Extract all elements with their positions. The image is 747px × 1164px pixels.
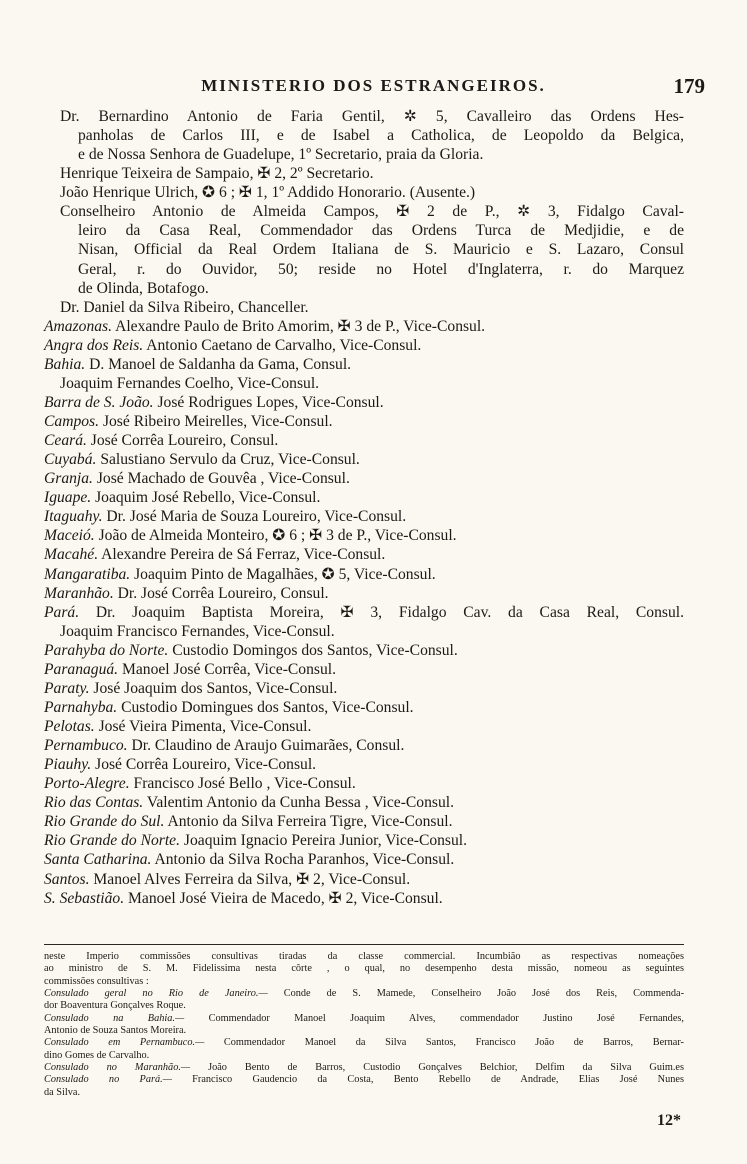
footnote-line bbox=[44, 1062, 684, 1074]
entry-line bbox=[44, 717, 684, 736]
entry-line-label: Mangaratiba. bbox=[44, 565, 131, 583]
entry-line-text: Dr. Daniel da Silva Ribeiro, Chanceller. bbox=[60, 298, 309, 316]
entry-line bbox=[44, 336, 684, 355]
entry-line-text: Joaquim Francisco Fernandes, Vice-Consul. bbox=[60, 622, 335, 640]
entry-line bbox=[44, 793, 684, 812]
entry-line-label: Parnahyba. bbox=[44, 698, 118, 716]
entry-line-text: Alexandre Paulo de Brito Amorim, ✠ 3 de P., Vice-Consul. bbox=[115, 317, 486, 335]
entry-line bbox=[44, 831, 684, 850]
entry-line bbox=[44, 393, 684, 412]
entry-line-label: Parahyba do Norte. bbox=[44, 641, 169, 659]
entry-line bbox=[44, 850, 684, 869]
footnote-line bbox=[44, 1037, 684, 1049]
entry-line-label: Iguape. bbox=[44, 489, 92, 507]
entry-line bbox=[44, 412, 684, 431]
entry-line-text: e de Nossa Senhora de Guadelupe, 1º Secretario, praia da Gloria. bbox=[78, 146, 484, 164]
entry-line-text: Conselheiro Antonio de Almeida Campos, ✠ 2 de P., ✲ 3, Fidalgo Caval- bbox=[60, 203, 684, 221]
page-header bbox=[40, 76, 707, 100]
entry-line-text: de Olinda, Botafogo. bbox=[78, 279, 209, 297]
entry-line-text: José Machado de Gouvêa , Vice-Consul. bbox=[96, 470, 350, 488]
entry-line-label: Pará. bbox=[44, 603, 80, 621]
entry-line-label: Maceió. bbox=[44, 527, 95, 545]
entry-line-text: José Corrêa Loureiro, Consul. bbox=[90, 432, 279, 450]
entry-line-label: Paraty. bbox=[44, 679, 90, 697]
entry-line bbox=[44, 126, 684, 145]
entry-line bbox=[44, 488, 684, 507]
footnote-line-text: neste Imperio commissões consultivas tiradas da classe commercial. Incumbião as respectivas nomeações bbox=[44, 951, 684, 962]
entry-line bbox=[44, 698, 684, 717]
entry-line bbox=[44, 584, 684, 603]
entry-line-text: Joaquim Fernandes Coelho, Vice-Consul. bbox=[60, 374, 320, 392]
entry-line bbox=[44, 374, 684, 393]
entry-line-label: Paranaguá. bbox=[44, 660, 119, 678]
entry-line-text: José Joaquim dos Santos, Vice-Consul. bbox=[93, 679, 338, 697]
entry-line-text: Geral, r. do Ouvidor, 50; reside no Hotel d'Inglaterra, r. do Marquez bbox=[78, 260, 684, 278]
footnote-line bbox=[44, 1025, 684, 1037]
entry-line-label: Santos. bbox=[44, 870, 90, 888]
entry-line-text: Manoel Alves Ferreira da Silva, ✠ 2, Vice-Consul. bbox=[93, 870, 411, 888]
entry-line bbox=[44, 603, 684, 622]
entry-line-label: Cuyabá. bbox=[44, 451, 97, 469]
entry-line bbox=[44, 889, 684, 908]
entry-line-text: Dr. Bernardino Antonio de Faria Gentil, ✲ 5, Cavalleiro das Ordens Hes- bbox=[60, 108, 684, 125]
footnote-line-text: João Bento de Barros, Custodio Gonçalves Belchior, Delfim da Silva Guim.es bbox=[208, 1062, 684, 1074]
entry-line bbox=[44, 469, 684, 488]
footnote-line-text: Commendador Manoel da Silva Santos, Francisco João de Barros, Bernar- bbox=[223, 1037, 684, 1049]
entry-line-label: Rio das Contas. bbox=[44, 794, 144, 812]
footnote-line-text: commissões consultivas : bbox=[44, 975, 149, 987]
entry-line-label: Rio Grande do Norte. bbox=[44, 832, 181, 850]
entry-line bbox=[44, 565, 684, 584]
entry-line bbox=[44, 183, 684, 202]
footnote-line bbox=[44, 1000, 684, 1012]
footnote-line-label: Consulado no Maranhão.— bbox=[44, 1062, 191, 1074]
footnote-line bbox=[44, 988, 684, 1000]
entry-line-text: Salustiano Servulo da Cruz, Vice-Consul. bbox=[100, 451, 360, 469]
footnote-line bbox=[44, 1087, 684, 1099]
entry-line bbox=[44, 107, 684, 126]
footnote-line-label: Consulado no Pará.— bbox=[44, 1074, 172, 1086]
footnote-line bbox=[44, 1050, 684, 1062]
footnote-line-text: Francisco Gaudencio da Costa, Bento Rebello de Andrade, Elias José Nunes bbox=[192, 1074, 684, 1086]
entry-line bbox=[44, 145, 684, 164]
entry-line-label: Barra de S. João. bbox=[44, 393, 154, 411]
entry-line-text: Alexandre Pereira de Sá Ferraz, Vice-Consul. bbox=[101, 546, 386, 564]
entry-line bbox=[44, 279, 684, 298]
entry-line bbox=[44, 298, 684, 317]
entry-line-label: Angra dos Reis. bbox=[44, 336, 144, 354]
entry-line-text: Antonio da Silva Rocha Paranhos, Vice-Consul. bbox=[154, 851, 455, 869]
page-number: 179 bbox=[673, 74, 705, 98]
entry-line-label: Pelotas. bbox=[44, 718, 95, 735]
entry-line-label: Itaguahy. bbox=[44, 508, 103, 526]
footnote-line-label: Consulado geral no Rio de Janeiro.— bbox=[44, 988, 268, 1000]
entry-line-label: Pernambuco. bbox=[44, 737, 128, 755]
entry-line-text: leiro da Casa Real, Commendador das Ordens Turca de Medjidie, e de bbox=[78, 222, 684, 240]
entry-line-text: Antonio Caetano de Carvalho, Vice-Consul. bbox=[146, 336, 422, 354]
entry-line bbox=[44, 260, 684, 279]
entry-line-text: José Rodrigues Lopes, Vice-Consul. bbox=[157, 393, 384, 411]
entry-line bbox=[44, 736, 684, 755]
footnote-line-label: Consulado na Bahia.— bbox=[44, 1012, 185, 1024]
footnote-line bbox=[44, 951, 684, 963]
entry-line-text: Dr. Claudino de Araujo Guimarães, Consul. bbox=[131, 737, 405, 755]
footnote-line bbox=[44, 1074, 684, 1086]
entry-line-label: Santa Catharina. bbox=[44, 851, 152, 869]
entry-line-text: João de Almeida Monteiro, ✪ 6 ; ✠ 3 de P., Vice-Consul. bbox=[98, 527, 457, 545]
entry-line bbox=[44, 755, 684, 774]
footnote-line-text: Commendador Manoel Joaquim Alves, commendador Justino José Fernandes, bbox=[208, 1012, 684, 1024]
footnote-rule bbox=[44, 944, 684, 945]
footnote-line-text: ao ministro de S. M. Fidelissima nesta côrte , o qual, no desempenho desta missão, nomeou as seguintes bbox=[44, 963, 684, 975]
entry-line bbox=[44, 622, 684, 641]
entry-line-text: D. Manoel de Saldanha da Gama, Consul. bbox=[89, 355, 352, 373]
entry-line-label: Bahia. bbox=[44, 355, 86, 373]
entry-line-text: Francisco José Bello , Vice-Consul. bbox=[133, 775, 356, 793]
entry-line-text: Joaquim Ignacio Pereira Junior, Vice-Consul. bbox=[183, 832, 468, 850]
entry-line-label: Macahé. bbox=[44, 546, 99, 564]
entry-line-label: Porto-Alegre. bbox=[44, 775, 130, 793]
footnote-line-text: dor Boaventura Gonçalves Roque. bbox=[44, 1000, 186, 1012]
entry-line-text: Henrique Teixeira de Sampaio, ✠ 2, 2º Secretario. bbox=[60, 165, 374, 183]
entry-line-text: Dr. Joaquim Baptista Moreira, ✠ 3, Fidalgo Cav. da Casa Real, Consul. bbox=[95, 603, 684, 621]
entry-line-label: Maranhão. bbox=[44, 584, 114, 602]
entry-line-text: José Corrêa Loureiro, Vice-Consul. bbox=[95, 756, 317, 774]
footnote-line-text: Conde de S. Mamede, Conselheiro João José dos Reis, Commenda- bbox=[283, 988, 685, 1000]
entry-line bbox=[44, 317, 684, 336]
entry-line bbox=[44, 526, 684, 545]
entry-line-text: Manoel José Vieira de Macedo, ✠ 2, Vice-Consul. bbox=[128, 889, 443, 907]
entry-line-text: Custodio Domingos dos Santos, Vice-Consul. bbox=[172, 641, 458, 659]
footnote-line-label: Consulado em Pernambuco.— bbox=[44, 1037, 205, 1049]
entry-line bbox=[44, 545, 684, 564]
signature-mark: 12* bbox=[657, 1112, 681, 1129]
footnote-line-text: da Silva. bbox=[44, 1086, 81, 1098]
footnote-line bbox=[44, 976, 684, 988]
entry-line-label: Campos. bbox=[44, 413, 100, 430]
entry-line-text: Dr. José Maria de Souza Loureiro, Vice-Consul. bbox=[106, 508, 407, 526]
entry-line-text: Joaquim José Rebello, Vice-Consul. bbox=[95, 489, 321, 507]
entry-line bbox=[44, 870, 684, 889]
footnotes bbox=[44, 951, 684, 1099]
entry-line bbox=[44, 812, 684, 831]
entry-line bbox=[44, 221, 684, 240]
entry-line-text: Manoel José Corrêa, Vice-Consul. bbox=[121, 660, 336, 678]
entry-line-text: José Vieira Pimenta, Vice-Consul. bbox=[98, 718, 312, 735]
entry-line-label: Piauhy. bbox=[44, 756, 92, 774]
entry-line bbox=[44, 660, 684, 679]
entry-line-text: José Ribeiro Meirelles, Vice-Consul. bbox=[102, 413, 333, 430]
footnote-line bbox=[44, 1013, 684, 1025]
entry-line-text: Antonio da Silva Ferreira Tigre, Vice-Consul. bbox=[167, 813, 453, 831]
footnote-line-text: Antonio de Souza Santos Moreira. bbox=[44, 1025, 187, 1037]
entry-line bbox=[44, 507, 684, 526]
entry-line-label: S. Sebastião. bbox=[44, 889, 125, 907]
entry-line bbox=[44, 164, 684, 183]
footnote-line-text: dino Gomes de Carvalho. bbox=[44, 1049, 150, 1061]
entry-line-text: panholas de Carlos III, e de Isabel a Catholica, de Leopoldo da Belgica, bbox=[78, 127, 684, 145]
entry-line bbox=[44, 240, 684, 259]
entry-line-label: Rio Grande do Sul. bbox=[44, 813, 165, 831]
entry-line-label: Amazonas. bbox=[44, 317, 113, 335]
entry-line-text: Dr. José Corrêa Loureiro, Consul. bbox=[117, 584, 329, 602]
page-title: MINISTERIO DOS ESTRANGEIROS. bbox=[201, 76, 546, 95]
entry-line-label: Granja. bbox=[44, 470, 93, 488]
entry-line-text: Nisan, Official da Real Ordem Italiana de S. Mauricio e S. Lazaro, Consul bbox=[78, 241, 684, 259]
entry-line-text: Custodio Domingues dos Santos, Vice-Consul. bbox=[121, 698, 414, 716]
entries-list bbox=[44, 107, 684, 908]
entry-line-text: João Henrique Ulrich, ✪ 6 ; ✠ 1, 1º Addido Honorario. (Ausente.) bbox=[60, 184, 476, 202]
entry-line bbox=[44, 450, 684, 469]
entry-line bbox=[44, 641, 684, 660]
entry-line bbox=[44, 202, 684, 221]
entry-line bbox=[44, 355, 684, 374]
entry-line-text: Valentim Antonio da Cunha Bessa , Vice-Consul. bbox=[146, 794, 454, 812]
entry-line-label: Ceará. bbox=[44, 432, 87, 450]
entry-line-text: Joaquim Pinto de Magalhães, ✪ 5, Vice-Consul. bbox=[134, 565, 436, 583]
footnote-line bbox=[44, 963, 684, 975]
entry-line bbox=[44, 431, 684, 450]
entry-line bbox=[44, 774, 684, 793]
entry-line bbox=[44, 679, 684, 698]
